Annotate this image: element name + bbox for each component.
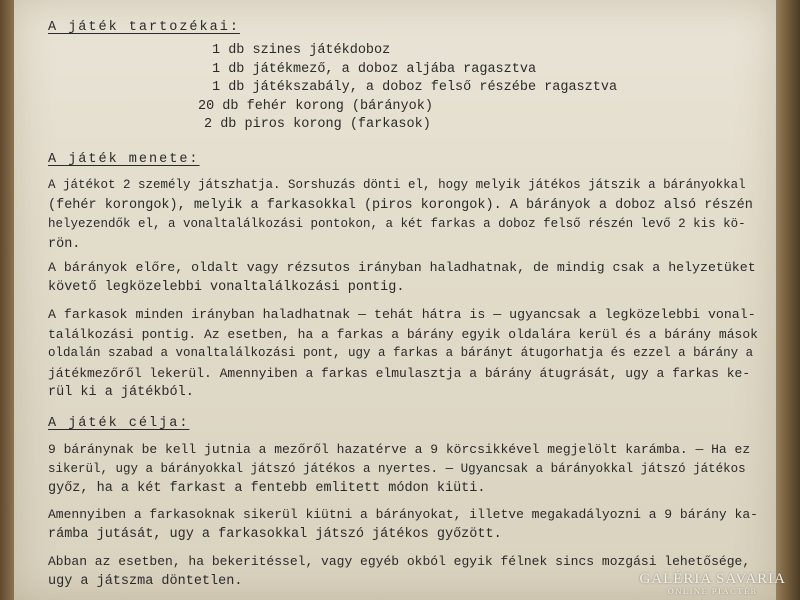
text-line: oldalán szabad a vonaltalálkozási pont, ugy a farkas a bárányt átugorhatja és ezzel a bárány a (48, 346, 754, 360)
course-paragraph-1 (48, 176, 758, 254)
text-line: Amennyiben a farkasoknak sikerül kiütni a bárányokat, illetve megakadályozni a 9 bárány ka- (48, 507, 758, 522)
course-paragraph-2 (48, 258, 758, 297)
text-line: találkozási pontig. Az esetben, ha a farkas a bárány egyik oldalára kerül és a bárány mások (48, 326, 758, 342)
list-item: 1 db játékszabály, a doboz felső részébe ragasztva (212, 80, 618, 95)
list-item: 20 db fehér korong (bárányok) (198, 98, 433, 114)
rules-sheet (14, 0, 776, 600)
board-edge-right (774, 0, 800, 600)
text-line: rámba jutását, ugy a farkasokkal játszó játékos győzött. (48, 526, 502, 542)
goal-heading: A játék célja: (48, 416, 190, 431)
text-line: Abban az esetben, ha bekeritéssel, vagy egyéb okból egyik félnek sincs mozgási lehetősége, (48, 554, 751, 569)
goal-paragraph-1 (48, 440, 758, 499)
list-item: 2 db piros korong (farkasok) (204, 117, 431, 132)
text-line: A farkasok minden irányban haladhatnak — tehát hátra is — ugyancsak a legközelebbi vonal- (48, 307, 756, 322)
text-line: rön. (48, 236, 81, 252)
watermark (639, 571, 786, 596)
course-paragraph-3 (48, 305, 758, 403)
text-line: A játékot 2 személy játszhatja. Sorshuzás dönti el, hogy melyik játékos játszik a bárányokkal (48, 178, 746, 192)
text-line: helyezendők el, a vonaltalálkozási pontokon, a két farkas a doboz felső részén levő 2 kis kö- (48, 217, 746, 231)
text-line: játékmezőről lekerül. Amennyiben a farkas elmulasztja a bárány átugrását, ugy a farkas ke- (48, 365, 751, 381)
text-line: győz, ha a két farkast a fentebb emlitett módon kiüti. (48, 481, 486, 496)
text-line: A bárányok előre, oldalt vagy rézsutos irányban haladhatnak, de mindig csak a helyzetüket (48, 260, 756, 275)
text-line: ugy a játszma döntetlen. (48, 573, 243, 589)
contents-list (198, 42, 617, 135)
course-heading: A játék menete: (48, 152, 200, 167)
contents-heading: A játék tartozékai: (48, 20, 240, 35)
text-line: (fehér korongok), melyik a farkasokkal (piros korongok). A bárányok a doboz alsó részén (48, 197, 753, 213)
text-line: követő legközelebbi vonaltalálkozási pontig. (48, 279, 405, 295)
list-item: 1 db szines játékdoboz (212, 43, 391, 58)
board-edge-left (0, 0, 14, 600)
text-line: sikerül, ugy a bárányokkal játszó játékos a nyertes. — Ugyancsak a bárányokkal játszó játékos (48, 461, 746, 476)
text-line: rül ki a játékból. (48, 385, 194, 400)
text-line: 9 báránynak be kell jutnia a mezőről hazatérve a 9 körcsikkével megjelölt karámba. — Ha ez (48, 442, 751, 457)
goal-paragraph-2 (48, 505, 758, 544)
list-item: 1 db játékmező, a doboz aljába ragasztva (212, 61, 537, 77)
watermark-subtitle: ONLINE PIACTÉR (667, 586, 758, 596)
watermark-title: GALÉRIA SAVARIA (639, 571, 786, 587)
